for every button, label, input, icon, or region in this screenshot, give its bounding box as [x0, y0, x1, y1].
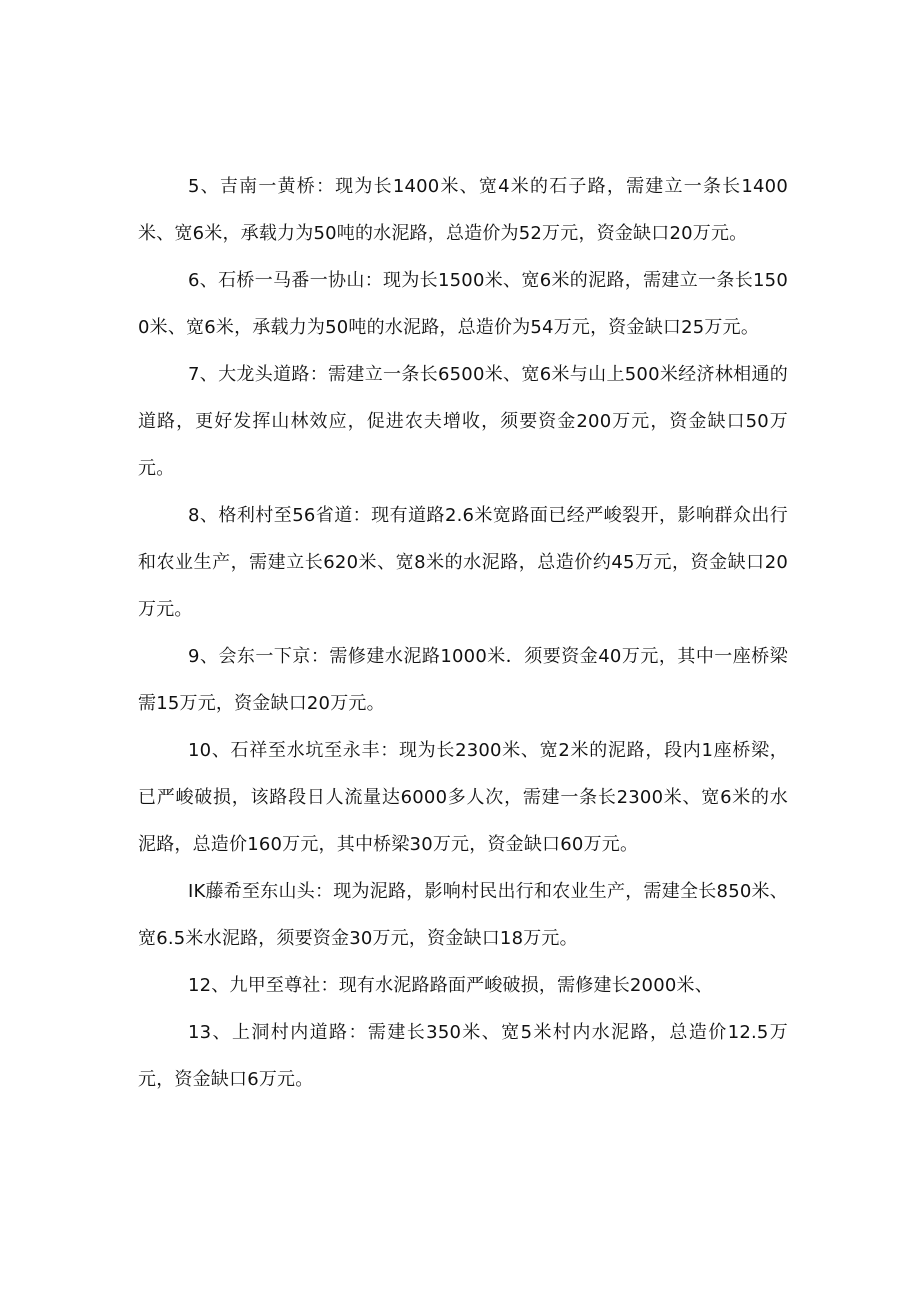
paragraph-item-11: IK藤希至东山头：现为泥路，影响村民出行和农业生产，需建全长850米、宽6.5米水泥路，须要资金30万元，资金缺口18万元。 — [138, 881, 788, 949]
paragraph-item-12: 12、九甲至尊社：现有水泥路路面严峻破损，需修建长2000米、 — [188, 975, 713, 996]
paragraph-item-7: 7、大龙头道路：需建立一条长6500米、宽6米与山上500米经济林相通的道路，更好发挥山林效应，促进农夫增收，须要资金200万元，资金缺口50万元。 — [138, 364, 788, 479]
paragraph-item-13: 13、上洞村内道路：需建长350米、宽5米村内水泥路，总造价12.5万元，资金缺口6万元。 — [138, 1022, 788, 1090]
paragraph-item-9: 9、会东一下京：需修建水泥路1000米．须要资金40万元，其中一座桥梁需15万元，资金缺口20万元。 — [138, 646, 788, 714]
paragraph-item-6: 6、石桥一马番一协山：现为长1500米、宽6米的泥路，需建立一条长1500米、宽6米，承载力为50吨的水泥路，总造价为54万元，资金缺口25万元。 — [138, 270, 788, 338]
paragraph-item-5: 5、吉南一黄桥：现为长1400米、宽4米的石子路，需建立一条长1400米、宽6米，承载力为50吨的水泥路，总造价为52万元，资金缺口20万元。 — [138, 176, 788, 244]
document-body — [138, 163, 788, 1103]
paragraph-item-10: 10、石祥至水坑至永丰：现为长2300米、宽2米的泥路，段内1座桥梁，已严峻破损，该路段日人流量达6000多人次，需建一条长2300米、宽6米的水泥路，总造价160万元，其中桥梁30万元，资金缺口60万元。 — [138, 740, 788, 855]
paragraph-item-8: 8、格利村至56省道：现有道路2.6米宽路面已经严峻裂开，影响群众出行和农业生产，需建立长620米、宽8米的水泥路，总造价约45万元，资金缺口20万元。 — [138, 505, 788, 620]
